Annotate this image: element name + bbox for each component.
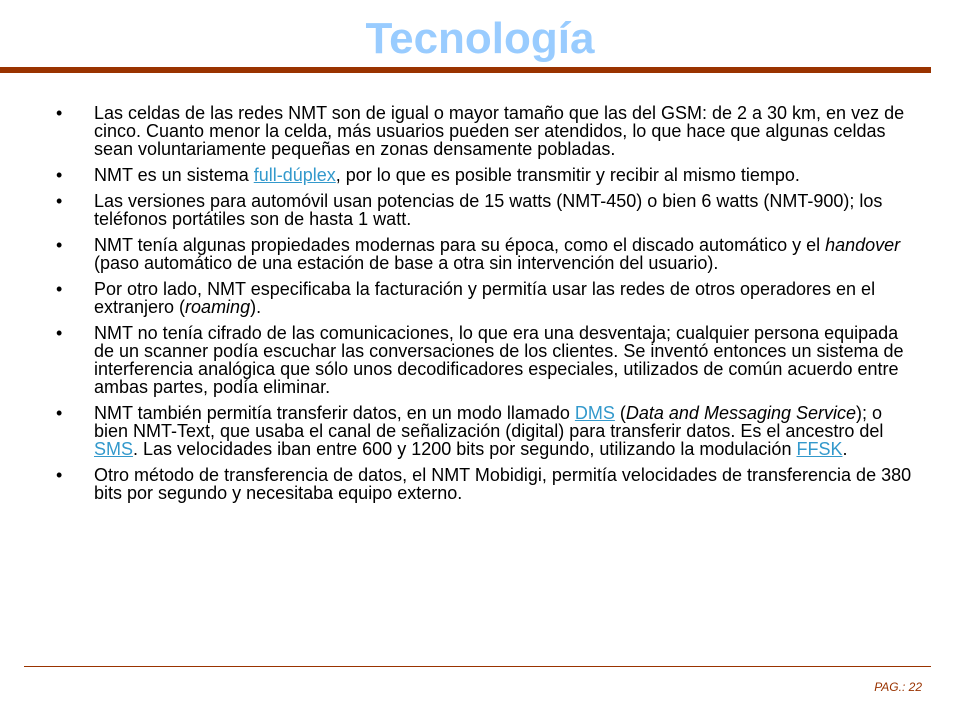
bullet-text: Otro método de transferencia de datos, el NMT Mobidigi, permitía velocidades de transferencia de 380 bits por segundo y necesitaba equipo externo. [94, 465, 912, 503]
bullet-marker: • [56, 103, 63, 123]
bullet-marker: • [56, 279, 63, 299]
bullet-list [56, 104, 916, 510]
bullet-text: Las celdas de las redes NMT son de igual o mayor tamaño que las del GSM: de 2 a 30 km, en vez de cinco. Cuanto menor la celda, más usuarios pueden ser atendidos, lo que hace que algunas celdas sean voluntariamente pequeñas en zonas densamente pobladas. [94, 103, 905, 159]
bullet-marker: • [56, 191, 63, 211]
term-roaming: roaming [185, 297, 251, 317]
bullet-marker: • [56, 235, 63, 255]
bullet-text: , por lo que es posible transmitir y recibir al mismo tiempo. [335, 165, 800, 185]
bullet-item [56, 166, 916, 184]
term-handover: handover [825, 235, 901, 255]
bullet-text: NMT también permitía transferir datos, en un modo llamado [94, 403, 575, 423]
bullet-marker: • [56, 465, 63, 485]
bullet-marker: • [56, 323, 63, 343]
footer-divider [24, 666, 931, 667]
bullet-item [56, 236, 916, 272]
title-divider [0, 67, 931, 73]
link-full-duplex[interactable]: full-dúplex [253, 165, 336, 185]
bullet-marker: • [56, 403, 63, 423]
bullet-text: (paso automático de una estación de base a otra sin intervención del usuario). [94, 253, 719, 273]
bullet-text: Las versiones para automóvil usan potencias de 15 watts (NMT-450) o bien 6 watts (NMT-900); los teléfonos portátiles son de hasta 1 watt. [94, 191, 883, 229]
bullet-item [56, 466, 916, 502]
page-number: PAG.: 22 [874, 680, 922, 694]
bullet-text: ); o bien NMT-Text, que usaba el canal de señalización (digital) para transferir datos. Es el ancestro del [94, 403, 884, 441]
bullet-item [56, 324, 916, 396]
bullet-item [56, 192, 916, 228]
link-sms[interactable]: SMS [94, 439, 134, 459]
bullet-text: Por otro lado, NMT especificaba la facturación y permitía usar las redes de otros operadores en el extranjero ( [94, 279, 876, 317]
slide-title: Tecnología [365, 14, 595, 63]
bullet-text: ). [250, 297, 262, 317]
bullet-text: NMT es un sistema [94, 165, 254, 185]
bullet-text: NMT no tenía cifrado de las comunicaciones, lo que era una desventaja; cualquier persona equipada de un scanner podía escuchar las conversaciones de los clientes. Se inventó entonces un sistema de interferencia analógica que sólo unos decodificadores especiales, utilizados de común acuerdo entre ambas partes, podía eliminar. [94, 323, 904, 397]
bullet-item [56, 104, 916, 158]
link-ffsk[interactable]: FFSK [796, 439, 843, 459]
bullet-item [56, 404, 916, 458]
bullet-marker: • [56, 165, 63, 185]
link-dms[interactable]: DMS [574, 403, 615, 423]
bullet-text: ( [614, 403, 626, 423]
term-data-messaging-service: Data and Messaging Service [625, 403, 857, 423]
bullet-text: . Las velocidades iban entre 600 y 1200 bits por segundo, utilizando la modulación [133, 439, 797, 459]
bullet-text: NMT tenía algunas propiedades modernas para su época, como el discado automático y el [94, 235, 826, 255]
bullet-item [56, 280, 916, 316]
bullet-text: . [842, 439, 848, 459]
